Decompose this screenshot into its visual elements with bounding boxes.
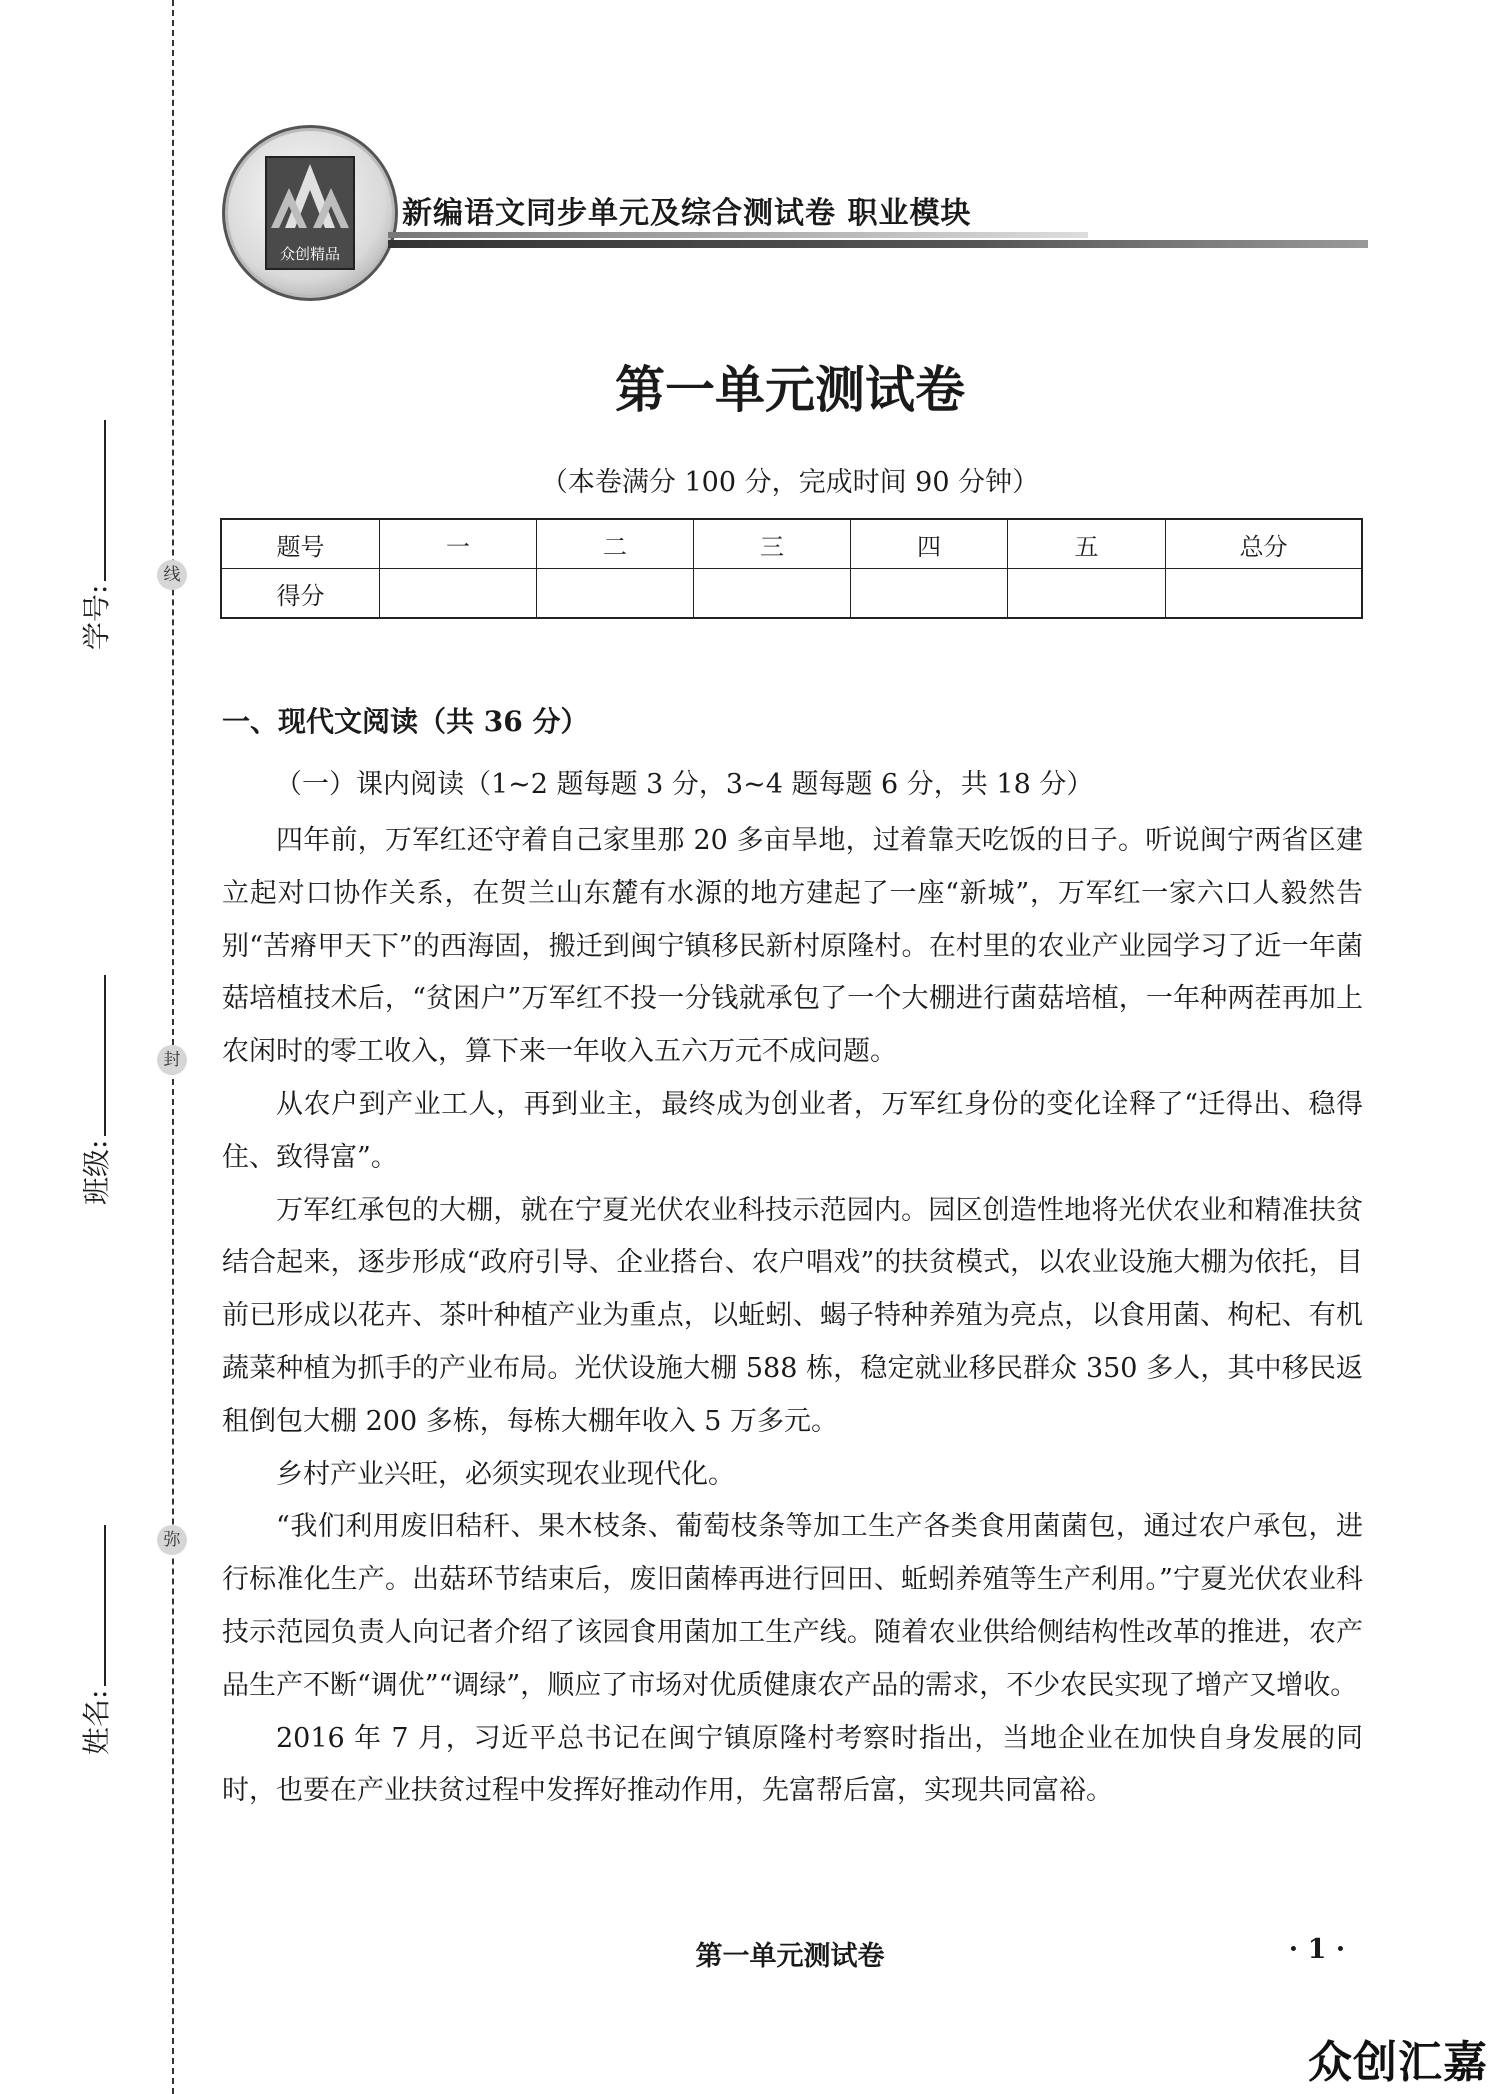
logo-text: 众创精品 (279, 245, 340, 263)
name-field[interactable] (75, 1525, 115, 1755)
table-cell: 四 (851, 519, 1008, 569)
table-cell: 得分 (221, 569, 380, 619)
publisher-logo (222, 125, 398, 301)
passage-paragraph: 2016 年 7 月，习近平总书记在闽宁镇原隆村考察时指出，当地企业在加快自身发展的同时，也要在产业扶贫过程中发挥好推动作用，先富帮后富，实现共同富裕。 (222, 1722, 1363, 1807)
name-blank[interactable] (84, 1525, 106, 1686)
student-id-field[interactable] (75, 420, 115, 650)
section-subheading: （一）课内阅读（1~2 题每题 3 分，3~4 题每题 6 分，共 18 分） (275, 769, 1094, 800)
table-cell: 题号 (221, 519, 380, 569)
student-id-label: 学号: (80, 584, 113, 650)
score-table (220, 518, 1363, 619)
binding-mark-xian: 线 (157, 560, 187, 590)
section-heading: 一、现代文阅读（共 36 分） (222, 705, 589, 738)
passage-paragraph: “我们利用废旧秸秆、果木枝条、葡萄枝条等加工生产各类食用菌菌包，通过农户承包，进行标准化生产。出菇环节结束后，废旧菌棒再进行回田、蚯蚓养殖等生产利用。”宁夏光伏农业科技示范园负责人向记者介绍了该园食用菌加工生产线。随着农业供给侧结构性改革的推进，农产品生产不断“调优”“调绿”，顺应了市场对优质健康农产品的需求，不少农民实现了增产又增收。 (222, 1511, 1363, 1701)
class-blank[interactable] (84, 975, 106, 1136)
binding-mark-feng: 封 (157, 1045, 187, 1075)
name-label: 姓名: (80, 1689, 113, 1755)
score-input-cell[interactable] (1166, 569, 1363, 619)
passage-paragraph: 从农户到产业工人，再到业主，最终成为创业者，万军红身份的变化诠释了“迁得出、稳得住、致得富”。 (222, 1088, 1363, 1173)
score-table-header-row (221, 519, 1362, 569)
class-label: 班级: (80, 1139, 113, 1205)
score-input-cell[interactable] (694, 569, 851, 619)
header-rule-light (388, 232, 1088, 238)
page-title: 第一单元测试卷 (615, 360, 965, 419)
score-input-cell[interactable] (537, 569, 694, 619)
score-input-cell[interactable] (380, 569, 537, 619)
table-cell: 二 (537, 519, 694, 569)
class-field[interactable] (75, 975, 115, 1205)
table-cell: 一 (380, 519, 537, 569)
score-input-cell[interactable] (851, 569, 1008, 619)
exam-info: （本卷满分 100 分，完成时间 90 分钟） (540, 467, 1040, 498)
binding-mark-mi: 弥 (157, 1525, 187, 1555)
passage-paragraph: 乡村产业兴旺，必须实现农业现代化。 (276, 1458, 735, 1490)
watermark: 众创汇嘉 (1308, 2037, 1488, 2088)
score-table-score-row (221, 569, 1362, 619)
page-number: · 1 · (1288, 1934, 1346, 1965)
table-cell: 三 (694, 519, 851, 569)
mountain-logo-icon (267, 158, 353, 238)
reading-passage (222, 815, 1363, 1818)
passage-paragraph: 万军红承包的大棚，就在宁夏光伏农业科技示范园内。园区创造性地将光伏农业和精准扶贫结合起来，逐步形成“政府引导、企业搭台、农户唱戏”的扶贫模式，以农业设施大棚为依托，目前已形成以花卉、茶叶种植产业为重点，以蚯蚓、蝎子特种养殖为亮点，以食用菌、枸杞、有机蔬菜种植为抓手的产业布局。光伏设施大棚 588 栋，稳定就业移民群众 350 多人，其中移民返租倒包大棚 200 多栋，每栋大棚年收入 5 万多元。 (222, 1194, 1363, 1437)
table-cell: 五 (1008, 519, 1166, 569)
student-id-blank[interactable] (84, 420, 106, 581)
logo-emblem (265, 156, 355, 270)
header-rule (388, 240, 1368, 248)
series-title: 新编语文同步单元及综合测试卷 职业模块 (402, 196, 972, 231)
table-cell: 总分 (1166, 519, 1363, 569)
footer-title: 第一单元测试卷 (695, 1941, 885, 1972)
passage-paragraph: 四年前，万军红还守着自己家里那 20 多亩旱地，过着靠天吃饭的日子。听说闽宁两省区建立起对口协作关系，在贺兰山东麓有水源的地方建起了一座“新城”，万军红一家六口人毅然告别“苦瘠甲天下”的西海固，搬迁到闽宁镇移民新村原隆村。在村里的农业产业园学习了近一年菌菇培植技术后，“贫困户”万军红不投一分钱就承包了一个大棚进行菌菇培植，一年种两茬再加上农闲时的零工收入，算下来一年收入五六万元不成问题。 (222, 825, 1363, 1068)
score-input-cell[interactable] (1008, 569, 1166, 619)
